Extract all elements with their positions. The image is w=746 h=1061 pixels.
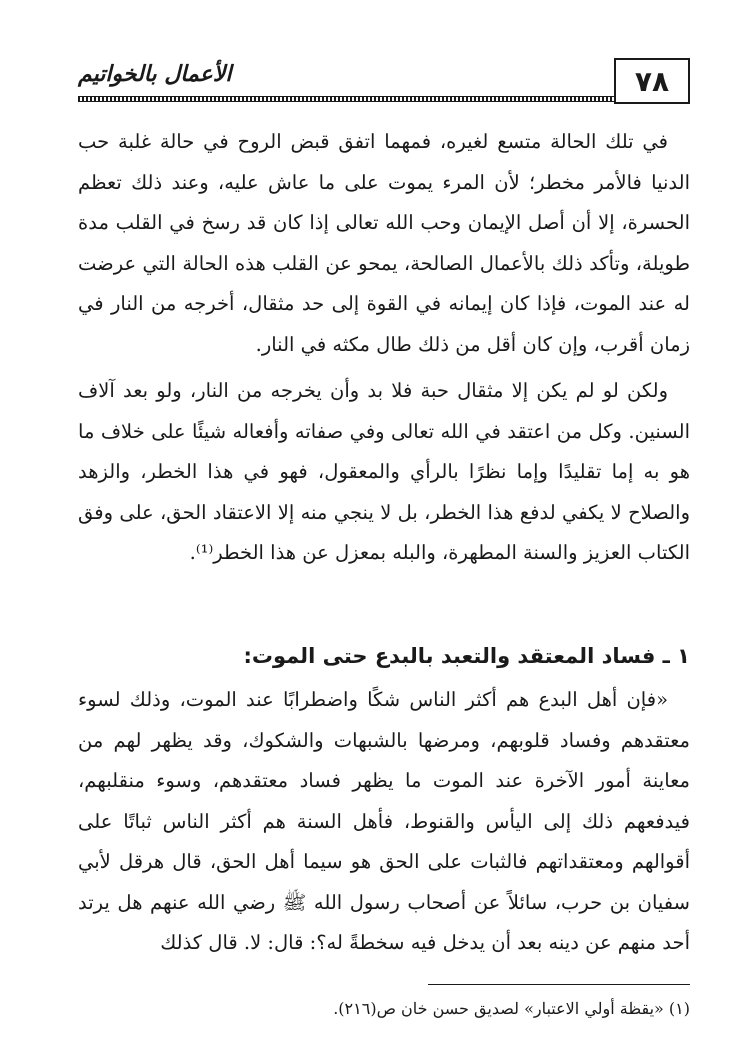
body-text [78,122,690,574]
section-paragraph: «فإن أهل البدع هم أكثر الناس شكًا واضطرابًا عند الموت، وذلك لسوء معتقدهم وفساد قلوبهم، ومرضها بالشبهات والشكوك، وقد يظهر لهم من معاينة أمور الآخرة عند الموت ما يظهر فساد معتقدهم، وسوء منقلبهم، فيدفعهم ذلك إلى اليأس والقنوط، فأهل السنة هم أكثر الناس ثباتًا على أقوالهم ومعتقداتهم فالثبات على الحق هو سيما أهل الحق، قال هرقل لأبي سفيان بن حرب، سائلاً عن أصحاب رسول الله ﷺ رضي الله عنهم هل يرتد أحد منهم عن دينه بعد أن يدخل فيه سخطةً له؟: قال: لا. قال كذلك [78,688,690,954]
section-body [78,680,690,964]
header-rule [78,96,616,102]
running-title: الأعمال بالخواتيم [78,62,232,87]
section-heading: ١ ـ فساد المعتقد والتعبد بالبدع حتى الموت: [243,644,690,668]
footnote: (١) «يقظة أولي الاعتبار» لصديق حسن خان ص(٢١٦). [333,999,690,1018]
page-number: ٧٨ [614,58,690,104]
paragraph-2: ولكن لو لم يكن إلا مثقال حبة فلا بد وأن يخرجه من النار، ولو بعد آلاف السنين. وكل من اعتقد في الله تعالى وفي صفاته وأفعاله شيئًا على خلاف ما هو به إما تقليدًا وإما نظرًا بالرأي والمعقول، فهو في هذا الخطر، والزهد والصلاح لا يكفي لدفع هذا الخطر، بل لا ينجي منه إلا الاعتقاد الحق، على وفق الكتاب العزيز والسنة المطهرة، والبله بمعزل عن هذا الخطر⁽¹⁾. [78,379,690,564]
page-header [78,58,690,108]
paragraph-1: في تلك الحالة متسع لغيره، فمهما اتفق قبض الروح في حالة غلبة حب الدنيا فالأمر مخطر؛ لأن المرء يموت على ما عاش عليه، وعند ذلك تعظم الحسرة، إلا أن أصل الإيمان وحب الله تعالى إذا كان قد رسخ في القلب مدة طويلة، وتأكد ذلك بالأعمال الصالحة، يمحو عن القلب هذه الحالة التي عرضت له عند الموت، فإذا كان إيمانه في القوة إلى حد مثقال، أخرجه من النار في زمان أقرب، وإن كان أقل من ذلك طال مكثه في النار. [78,130,690,356]
footnote-rule [428,984,690,985]
